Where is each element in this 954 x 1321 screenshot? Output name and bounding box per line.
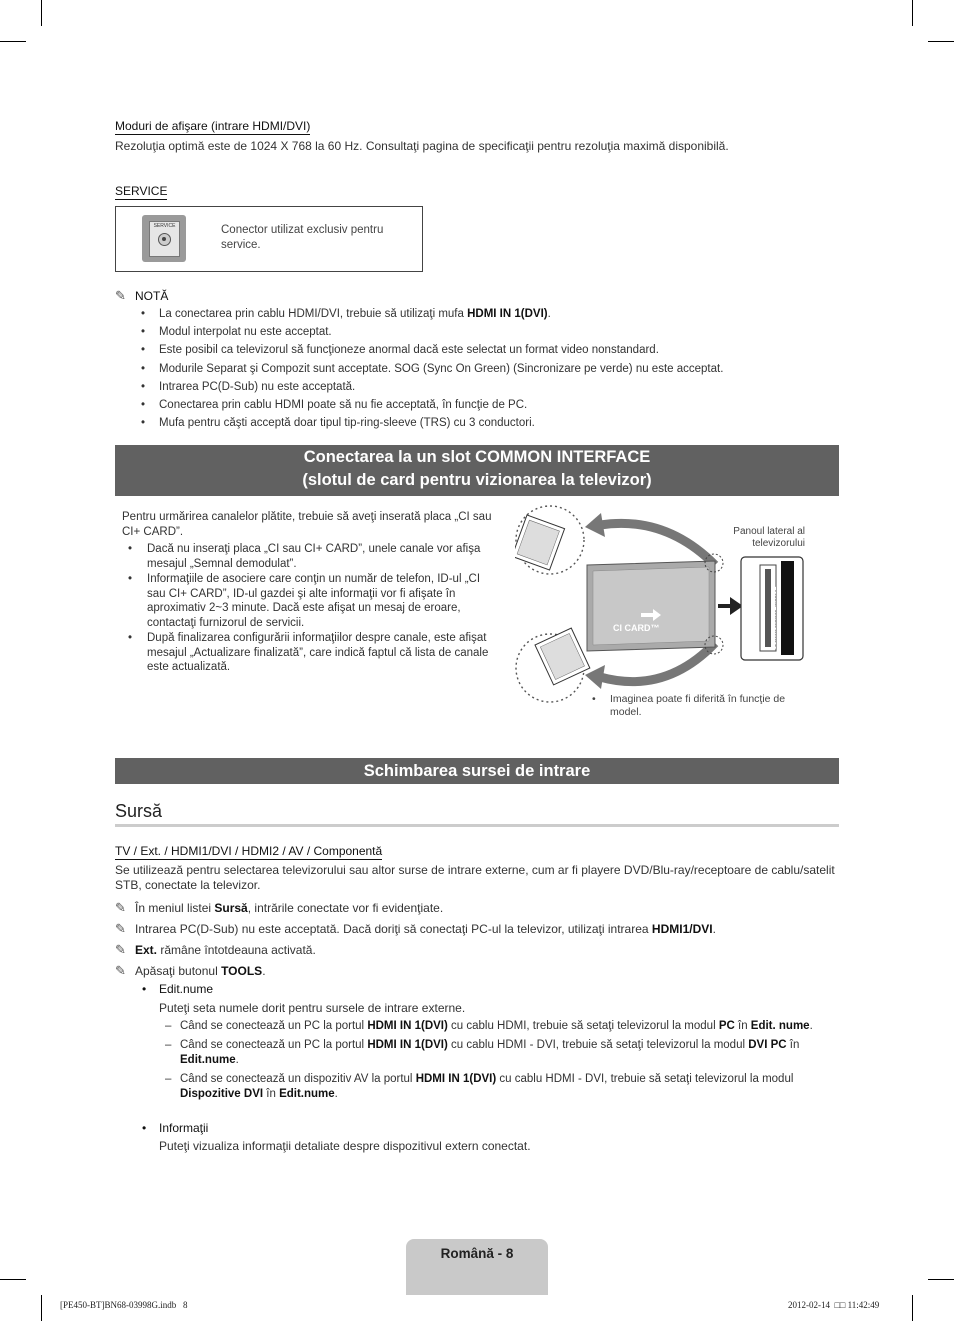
source-note: ✎ Ext. rămâne întotdeauna activată. [115, 942, 316, 957]
list-item: – Când se conectează un PC la portul HDMI IN 1(DVI) cu cablu HDMI - DVI, trebuie să setaţi televizorul la modul DVI PC în Edit.nume. [115, 1038, 815, 1068]
crop-mark [928, 1279, 954, 1280]
list-item: • După finalizarea configurării informaţiilor despre canale, este afişat mesajul „Actualizare finalizată”, care indică faptul că lista de canale este actualizată. [122, 631, 500, 675]
service-port-icon [142, 215, 186, 262]
pencil-icon: ✎ [115, 942, 126, 957]
panel-label: Panoul lateral al televizorului [733, 526, 805, 549]
crop-mark [0, 1279, 26, 1280]
list-item: • Informaţiile de asociere care conţin un număr de telefon, ID-ul „CI sau CI+ CARD”, ID-ul gazdei şi alte informaţii vor fi afişate în aproximativ 2~3 minute. Dacă este afişat un mesaj de eroare, contactaţi furnizorul de servicii. [122, 572, 500, 630]
pencil-icon: ✎ [115, 900, 126, 915]
ci-intro: Pentru urmărirea canalelor plătite, trebuie să aveţi inserată placa „CI sau CI+ CARD”. [122, 511, 492, 538]
ci-title-line2: (slotul de card pentru vizionarea la televizor) [302, 471, 652, 489]
pencil-icon: ✎ [115, 963, 126, 978]
info-item: • Informaţii Puteţi vizualiza informaţii detaliate despre dispozitivul extern conectat. [115, 1121, 855, 1154]
footer-date: 2012-02-14 [788, 1300, 830, 1310]
source-title: Sursă [115, 801, 163, 821]
list-item: – Când se conectează un PC la portul HDMI IN 1(DVI) cu cablu HDMI, trebuie să setaţi televizorul la modul PC în Edit. nume. [115, 1019, 815, 1034]
source-section-banner: Schimbarea sursei de intrare [115, 758, 839, 784]
list-item: • Mufa pentru căşti acceptă doar tipul tip-ring-sleeve (TRS) cu 3 conductori. [115, 414, 855, 432]
list-item: • Modul interpolat nu este acceptat. [115, 323, 855, 341]
source-note: ✎ În meniul listei Sursă, intrările conectate vor fi evidenţiate. [115, 900, 444, 915]
source-description: Se utilizează pentru selectarea televizorului sau altor surse de intrare externe, cum ar fi playere DVD/Blu-ray/receptoare de cablu/satelit STB, conectate la televizor. [115, 863, 835, 892]
title-underline [115, 824, 839, 827]
service-section [115, 182, 167, 200]
card-insert-top [515, 515, 565, 570]
list-item: • Este posibil ca televizorul să funcţioneze anormal dacă este selectat un format video nonstandard. [115, 341, 855, 359]
source-sub-heading: TV / Ext. / HDMI1/DVI / HDMI2 / AV / Componentă [115, 844, 383, 858]
footer-file: [PE450-BT]BN68-03998G.indb 8 [60, 1300, 188, 1310]
list-item: • Dacă nu inseraţi placa „CI sau CI+ CARD”, unele canale vor afişa mesajul „Semnal demodulat”. [122, 542, 500, 571]
info-label: Informaţii [159, 1121, 209, 1135]
edit-name-dash-list [115, 1019, 815, 1102]
list-item: • Modurile Separat şi Compozit sunt acceptate. SOG (Sync On Green) (Sincronizare pe verde) nu este acceptat. [115, 360, 855, 378]
panel-arrow-icon [718, 597, 743, 615]
crop-mark [912, 0, 913, 26]
display-modes-heading: Moduri de afişare (intrare HDMI/DVI) [115, 119, 311, 133]
info-desc: Puteţi vizualiza informaţii detaliate despre dispozitivul extern conectat. [159, 1139, 531, 1153]
edit-name-desc: Puteţi seta numele dorit pentru sursele de intrare externe. [159, 1001, 466, 1015]
ci-card-label: CI CARD™ [613, 623, 660, 633]
service-description: Conector utilizat exclusiv pentru service. [221, 224, 384, 251]
footer-glyphs: □□ [834, 1300, 846, 1310]
source-note: ✎ Apăsaţi butonul TOOLS. [115, 963, 266, 978]
footer-timestamp [788, 1300, 879, 1310]
display-modes-section [115, 117, 310, 135]
ci-title-line1: Conectarea la un slot COMMON INTERFACE [303, 448, 651, 466]
source-notes [115, 900, 855, 984]
list-item: – Când se conectează un dispozitiv AV la portul HDMI IN 1(DVI) cu cablu HDMI - DVI, trebuie să setaţi televizorul la modul Dispozitive DVI în Edit.nume. [115, 1072, 815, 1102]
crop-mark [0, 41, 26, 42]
arrow-up [600, 523, 715, 565]
crop-mark [41, 0, 42, 26]
edit-name-label: Edit.nume [159, 982, 214, 996]
list-item: • La conectarea prin cablu HDMI/DVI, trebuie să utilizaţi mufa HDMI IN 1(DVI). [115, 305, 855, 323]
service-heading: SERVICE [115, 184, 168, 198]
service-box [115, 206, 423, 272]
note-list [115, 305, 855, 432]
image-note: • Imaginea poate fi diferită în funcţie de model. [592, 693, 786, 718]
ci-bullet-list [122, 542, 500, 676]
edit-name-item: • Edit.nume Puteţi seta numele dorit pentru sursele de intrare externe. [115, 982, 855, 1016]
list-item: • Intrarea PC(D-Sub) nu este acceptată. [115, 378, 855, 396]
display-modes-text: Rezoluţia optimă este de 1024 X 768 la 60 Hz. Consultaţi pagina de specificaţii pentru rezoluţia maximă disponibilă. [115, 139, 729, 153]
pencil-icon: ✎ [115, 288, 126, 303]
pencil-icon: ✎ [115, 921, 126, 936]
page-number: Română - 8 [440, 1246, 514, 1261]
crop-mark [41, 1295, 42, 1321]
page-number-tab [406, 1239, 548, 1295]
service-port-label: SERVICE [153, 223, 176, 229]
note-header [115, 288, 168, 304]
crop-mark [928, 41, 954, 42]
card-insert-bottom [535, 628, 590, 685]
ci-section-banner [115, 445, 839, 496]
source-sub-heading-wrap [115, 842, 382, 860]
source-note: ✎ Intrarea PC(D-Sub) nu este acceptată. Dacă doriţi să conectaţi PC-ul la televizor, utilizaţi intrarea HDMI1/DVI. [115, 921, 716, 936]
crop-mark [912, 1295, 913, 1321]
footer-time: 11:42:49 [847, 1300, 880, 1310]
common-interface-slot-label: COMMON INTERFACE [772, 586, 778, 650]
list-item: • Conectarea prin cablu HDMI poate să nu fie acceptată, în funcţie de PC. [115, 396, 855, 414]
note-label: NOTĂ [135, 289, 169, 303]
